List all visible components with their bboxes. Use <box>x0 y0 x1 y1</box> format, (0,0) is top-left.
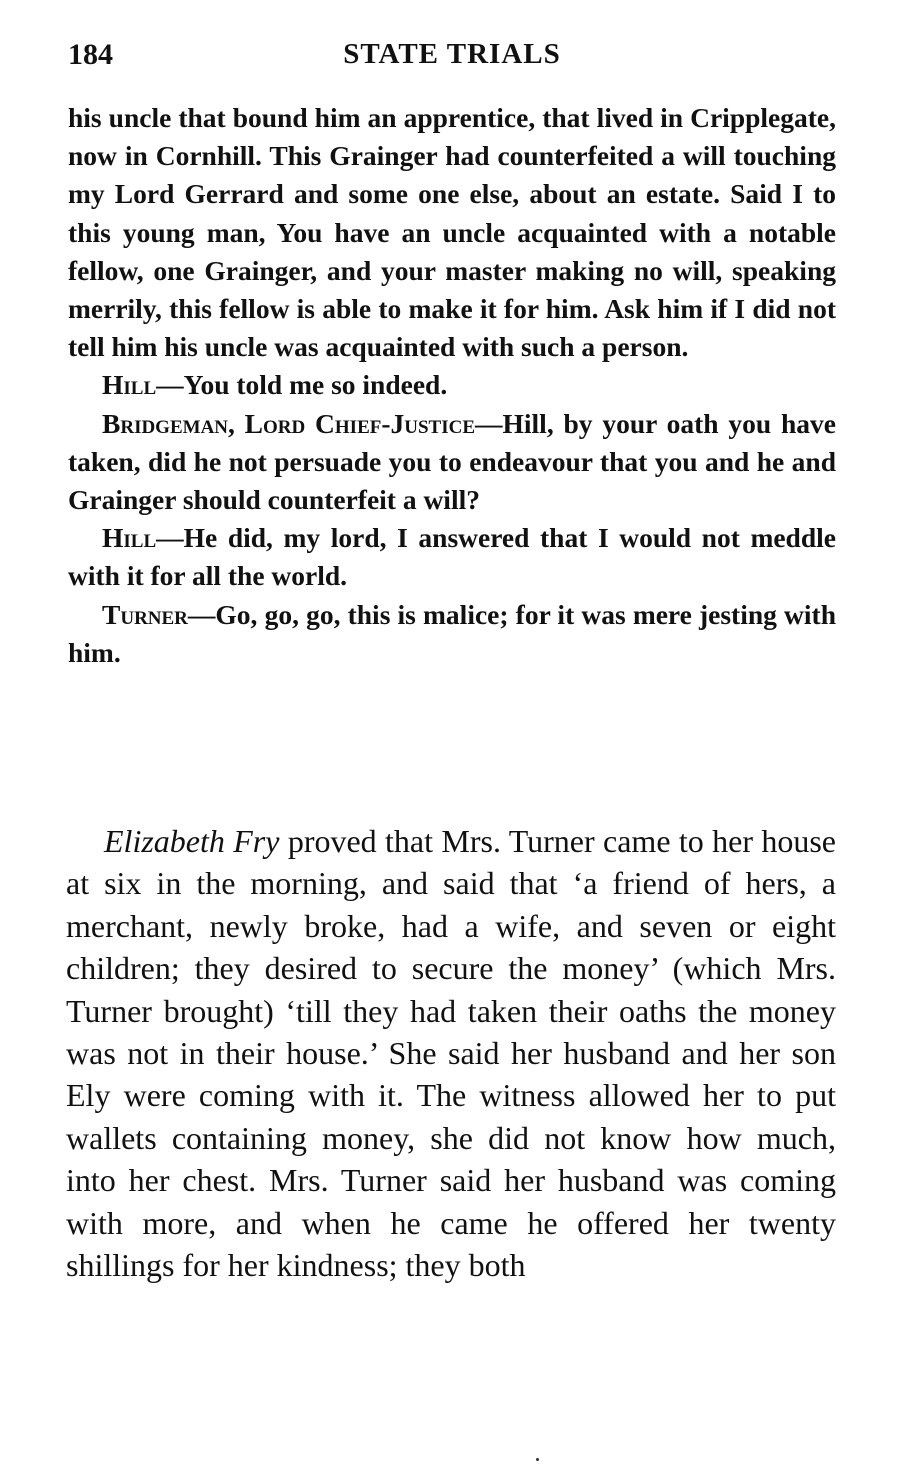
running-title: STATE TRIALS <box>343 38 561 70</box>
narrative-text: proved that Mrs. Turner came to her house at six in the morning, and said that ‘a friend of hers, a merchant, newly broke, had a wife, and seven or eight children; they desired to secure the money’ (which Mrs. Turner brought) ‘till they had taken their oaths the money was not in their house.’ She said her husband and her son Ely were coming with it. The witness allowed her to put wallets containing money, she did not know how much, into her chest. Mrs. Turner said her husband was coming with more, and when he came he offered her twenty shillings for her kindness; they both <box>66 823 837 1284</box>
testimony-exchange <box>68 366 836 404</box>
speech-text: —Go, go, go, this is malice; for it was mere jesting with him. <box>68 598 836 668</box>
testimony-exchange <box>68 405 836 520</box>
witness-name: Elizabeth Fry <box>104 823 280 859</box>
speaker-name: Turner <box>102 598 188 630</box>
testimony-exchange <box>68 519 836 595</box>
testimony-block <box>68 99 836 672</box>
speech-text: —He did, my lord, I answered that I would not meddle with it for all the world. <box>68 522 836 592</box>
testimony-exchange <box>68 596 836 672</box>
page-number: 184 <box>68 38 113 71</box>
speech-text: —Hill, by your oath you have taken, did he not persuade you to endeavour that you and he and Grainger should counterfeit a will? <box>68 407 836 516</box>
speech-text: —You told me so indeed. <box>156 369 448 401</box>
narrative-block <box>66 820 836 1286</box>
page-header <box>68 38 836 82</box>
narrative-paragraph <box>66 820 836 1286</box>
speaker-name: Hill <box>102 522 157 554</box>
print-speck <box>536 1458 539 1461</box>
speaker-name: Hill <box>102 369 157 401</box>
testimony-paragraph: his uncle that bound him an apprentice, that lived in Cripplegate, now in Cornhill. This Grainger had counterfeited a will touching my Lord Gerrard and some one else, about an estate. Said I to this young man, You have an uncle acquainted with a notable fellow, one Grainger, and your master making no will, speaking merrily, this fellow is able to make it for him. Ask him if I did not tell him his uncle was acquainted with such a person. <box>68 102 836 363</box>
speaker-name: Bridgeman, Lord Chief-Justice <box>102 407 476 439</box>
